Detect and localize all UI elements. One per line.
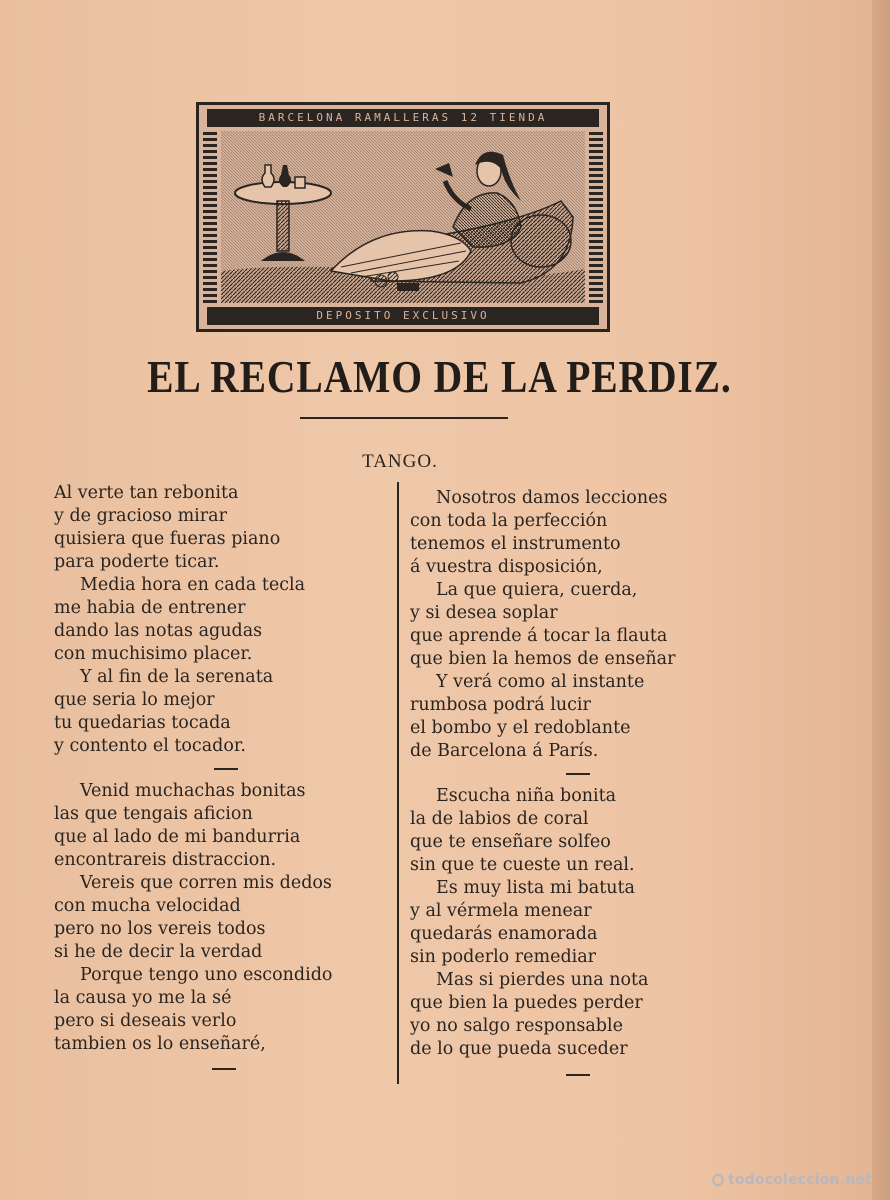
verse-line: con mucha velocidad bbox=[54, 896, 241, 916]
left-stanza-1 bbox=[54, 482, 384, 758]
engraving-illustration bbox=[196, 102, 610, 332]
verse-line: tu quedarias tocada bbox=[54, 713, 231, 733]
verse-line: la de labios de coral bbox=[410, 809, 589, 829]
verse-line: que bien la puedes perder bbox=[410, 993, 643, 1013]
verse-line: con toda la perfección bbox=[410, 511, 608, 531]
verse-line: el bombo y el redoblante bbox=[410, 718, 631, 738]
verse-line: rumbosa podrá lucir bbox=[410, 695, 591, 715]
reclining-woman-picture bbox=[221, 131, 585, 303]
verse-line: Vereis que corren mis dedos bbox=[80, 873, 332, 893]
verse-line: tambien os lo enseñaré, bbox=[54, 1034, 266, 1054]
end-separator-left bbox=[212, 1068, 236, 1070]
verse-line: y contento el tocador. bbox=[54, 736, 246, 756]
stanza-separator bbox=[214, 768, 238, 770]
verse-line: si he de decir la verdad bbox=[54, 942, 263, 962]
verse-line: y si desea soplar bbox=[410, 603, 558, 623]
verse-line: me habia de entrener bbox=[54, 598, 246, 618]
verse-line: La que quiera, cuerda, bbox=[436, 580, 638, 600]
right-stanza-2 bbox=[410, 785, 740, 1061]
engraving-right-border bbox=[589, 131, 603, 303]
verse-line: Mas si pierdes una nota bbox=[436, 970, 649, 990]
verse-line: y de gracioso mirar bbox=[54, 506, 227, 526]
verse-line: sin que te cueste un real. bbox=[410, 855, 635, 875]
verse-line: de Barcelona á París. bbox=[410, 741, 599, 761]
verse-line: dando las notas agudas bbox=[54, 621, 263, 641]
left-column bbox=[54, 482, 384, 1056]
verse-line: de lo que pueda suceder bbox=[410, 1039, 628, 1059]
page-title: EL RECLAMO DE LA PERDIZ. bbox=[147, 351, 732, 402]
verse-line: que seria lo mejor bbox=[54, 690, 215, 710]
engraving-top-band: BARCELONA RAMALLERAS 12 TIENDA bbox=[207, 109, 599, 127]
verse-line: Media hora en cada tecla bbox=[80, 575, 306, 595]
verse-line: encontrareis distraccion. bbox=[54, 850, 277, 870]
watermark-text: todocoleccion.net bbox=[727, 1172, 872, 1188]
verse-line: Y verá como al instante bbox=[436, 672, 645, 692]
right-column bbox=[410, 487, 740, 1061]
verse-line: y al vérmela menear bbox=[410, 901, 592, 921]
stanza-separator bbox=[566, 773, 590, 775]
song-subtitle: TANGO. bbox=[362, 451, 438, 472]
verse-line: Es muy lista mi batuta bbox=[436, 878, 635, 898]
verse-line: Venid muchachas bonitas bbox=[80, 781, 306, 801]
end-separator-right bbox=[566, 1074, 590, 1076]
site-watermark bbox=[712, 1172, 872, 1188]
column-divider bbox=[397, 482, 399, 1084]
verse-line: las que tengais aficion bbox=[54, 804, 253, 824]
verse-line: yo no salgo responsable bbox=[410, 1016, 623, 1036]
left-stanza-2 bbox=[54, 780, 384, 1056]
watermark-logo-icon bbox=[712, 1174, 724, 1186]
engraving-bottom-band: DEPOSITO EXCLUSIVO bbox=[207, 307, 599, 325]
verse-line: pero si deseais verlo bbox=[54, 1011, 237, 1031]
engraving-left-border bbox=[203, 131, 217, 303]
verse-line: sin poderlo remediar bbox=[410, 947, 597, 967]
verse-line: Escucha niña bonita bbox=[436, 786, 617, 806]
verse-line: á vuestra disposición, bbox=[410, 557, 603, 577]
verse-line: tenemos el instrumento bbox=[410, 534, 621, 554]
verse-line: que bien la hemos de enseñar bbox=[410, 649, 676, 669]
verse-line: que te enseñare solfeo bbox=[410, 832, 611, 852]
right-stanza-1 bbox=[410, 487, 740, 763]
verse-line: que aprende á tocar la flauta bbox=[410, 626, 668, 646]
verse-line: quedarás enamorada bbox=[410, 924, 598, 944]
verse-line: quisiera que fueras piano bbox=[54, 529, 281, 549]
verse-line: la causa yo me la sé bbox=[54, 988, 232, 1008]
verse-line: Porque tengo uno escondido bbox=[80, 965, 333, 985]
verse-line: Y al fin de la serenata bbox=[80, 667, 274, 687]
verse-line: Al verte tan rebonita bbox=[54, 483, 239, 503]
verse-line: Nosotros damos lecciones bbox=[436, 488, 668, 508]
verse-line: para poderte ticar. bbox=[54, 552, 220, 572]
verse-line: que al lado de mi bandurria bbox=[54, 827, 301, 847]
verse-line: con muchisimo placer. bbox=[54, 644, 253, 664]
paper-edge bbox=[872, 0, 890, 1200]
title-rule bbox=[300, 417, 508, 419]
verse-line: pero no los vereis todos bbox=[54, 919, 266, 939]
